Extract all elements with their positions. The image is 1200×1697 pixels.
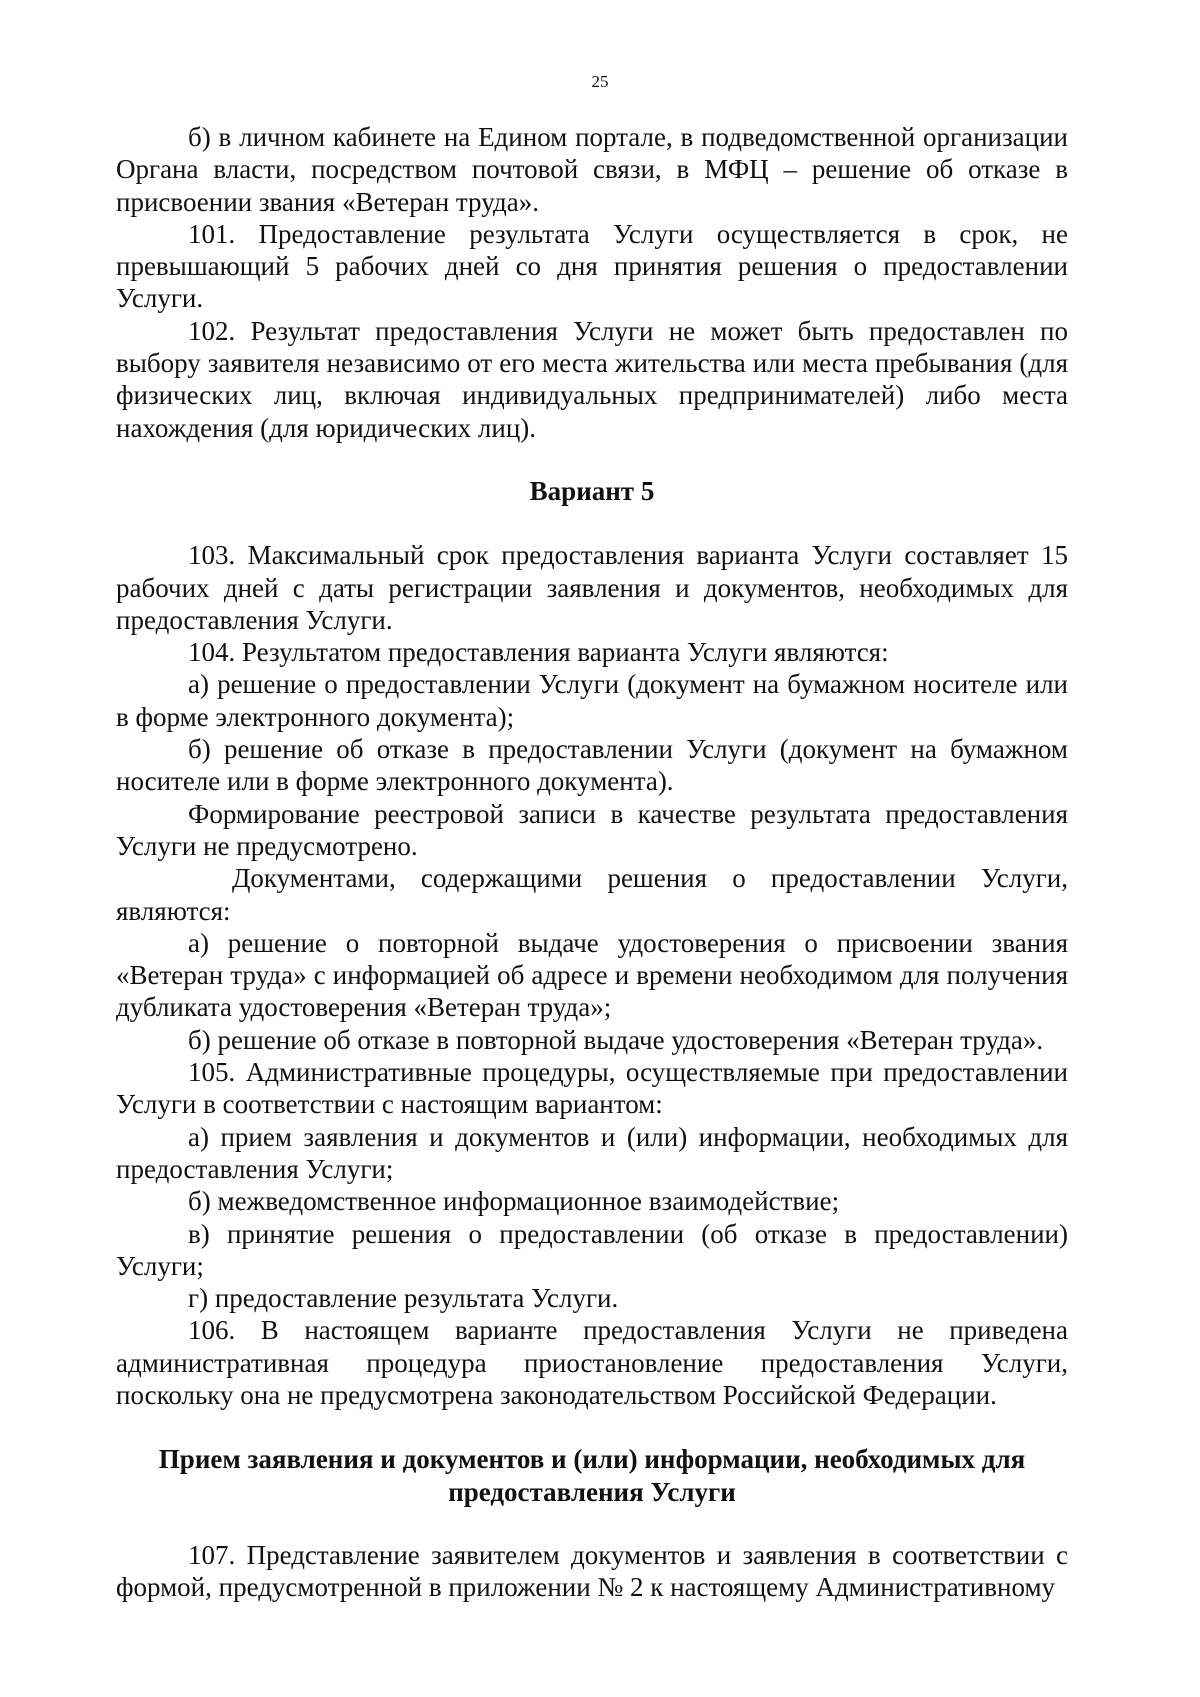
document-body (116, 121, 1068, 1603)
spacer (116, 1411, 1068, 1443)
spacer (116, 507, 1068, 539)
paragraph-105: 105. Административные процедуры, осуществляемые при предоставлении Услуги в соответствии с настоящим вариантом: (116, 1057, 1068, 1120)
paragraph-decision-b: б) решение об отказе в повторной выдаче удостоверения «Ветеран труда». (188, 1024, 1044, 1055)
paragraph-107: 107. Представление заявителем документов и заявления в соответствии с формой, предусмотренной в приложении № 2 к настоящему Административному (116, 1539, 1068, 1603)
paragraph-104-a: а) решение о предоставлении Услуги (документ на бумажном носителе или в форме электронного документа); (116, 669, 1068, 732)
paragraph-104: 104. Результатом предоставления варианта Услуги являются: (188, 637, 889, 668)
spacer (116, 444, 1068, 475)
heading-application-intake: Прием заявления и документов и (или) информации, необходимых для предоставления Услуги (158, 1444, 1026, 1507)
paragraph-102: 102. Результат предоставления Услуги не может быть предоставлен по выбору заявителя независимо от его места жительства или места пребывания (для физических лиц, включая индивидуальных предпринимателей) либо места нахождения (для юридических лиц). (116, 315, 1068, 443)
paragraph-b-result-delivery: б) в личном кабинете на Едином портале, в подведомственной организации Органа власти, посредством почтовой связи, в МФЦ – решение об отказе в присвоении звания «Ветеран труда». (116, 122, 1068, 217)
paragraph-decision-a: а) решение о повторной выдаче удостоверения о присвоении звания «Ветеран труда» с информацией об адресе и времени необходимом для получения дубликата удостоверения «Ветеран труда»; (116, 927, 1068, 1023)
heading-variant-5: Вариант 5 (529, 475, 655, 506)
paragraph-101: 101. Предоставление результата Услуги осуществляется в срок, не превышающий 5 рабочих дней со дня принятия решения о предоставлении Услуги. (116, 218, 1068, 314)
paragraph-103: 103. Максимальный срок предоставления варианта Услуги составляет 15 рабочих дней с даты регистрации заявления и документов, необходимых для предоставления Услуги. (116, 540, 1068, 635)
paragraph-105-a: а) прием заявления и документов и (или) информации, необходимых для предоставления Услуги; (116, 1121, 1068, 1184)
paragraph-105-c: в) принятие решения о предоставлении (об отказе в предоставлении) Услуги; (116, 1218, 1068, 1281)
spacer (116, 1508, 1068, 1539)
paragraph-104-b: б) решение об отказе в предоставлении Услуги (документ на бумажном носителе или в форме электронного документа). (116, 734, 1068, 797)
paragraph-registry-record: Формирование реестровой записи в качестве результата предоставления Услуги не предусмотрено. (116, 798, 1068, 861)
paragraph-decision-documents: Документами, содержащими решения о предоставлении Услуги, являются: (116, 863, 1068, 926)
paragraph-105-b: б) межведомственное информационное взаимодействие; (188, 1186, 840, 1217)
paragraph-106: 106. В настоящем варианте предоставления Услуги не приведена административная процедура приостановление предоставления Услуги, поскольку она не предусмотрена законодательством Российской Федерации. (116, 1315, 1068, 1410)
paragraph-105-d: г) предоставление результата Услуги. (188, 1283, 619, 1314)
page-number: 25 (591, 72, 609, 91)
